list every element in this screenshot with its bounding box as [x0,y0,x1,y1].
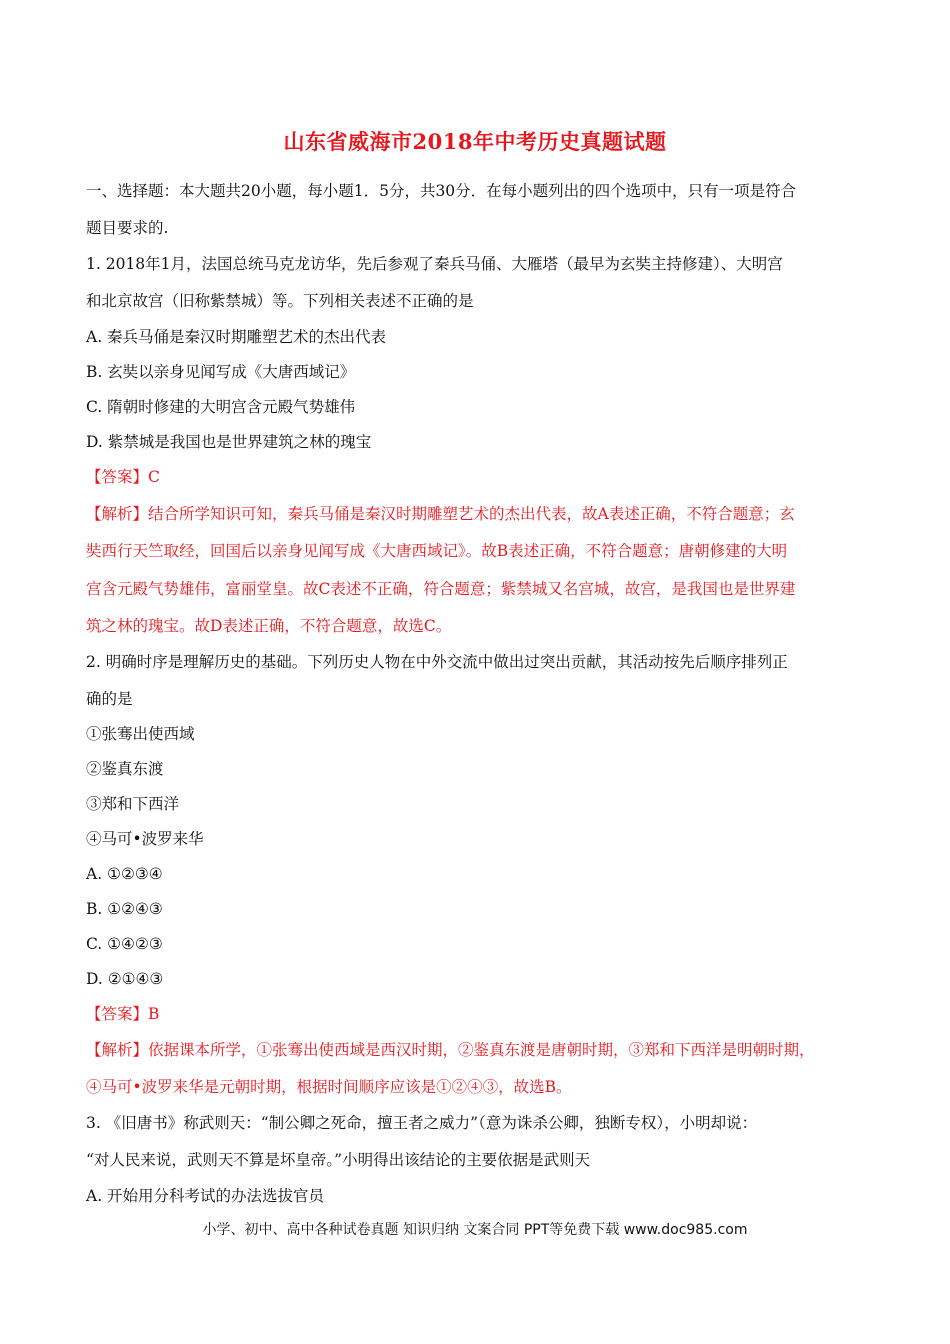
q2-analysis-line-2: ④马可•波罗来华是元朝时期，根据时间顺序应该是①②④③，故选B。 [86,1078,572,1096]
q3-stem-line-1: 3. 《旧唐书》称武则天：“制公卿之死命，擅王者之威力”（意为诛杀公卿，独断专权），小明却说： [86,1114,758,1132]
q1-stem-line-1: 1. 2018年1月，法国总统马克龙访华，先后参观了秦兵马俑、大雁塔（最早为玄奘主持修建）、大明宫 [86,255,783,273]
q2-item-1: ①张骞出使西域 [86,725,195,743]
q2-item-3: ③郑和下西洋 [86,795,180,813]
q2-item-2: ②鉴真东渡 [86,760,164,778]
q2-stem-line-2: 确的是 [86,690,133,708]
instructions-line-1: 一、选择题：本大题共20小题，每小题1．5分，共30分．在每小题列出的四个选项中，只有一项是符合 [86,182,797,200]
q1-option-d: D. 紫禁城是我国也是世界建筑之林的瑰宝 [86,433,372,451]
instructions-line-2: 题目要求的. [86,219,169,237]
q1-answer: 【答案】C [86,468,160,486]
q2-option-b: B. ①②④③ [86,900,163,918]
q1-option-b: B. 玄奘以亲身见闻写成《大唐西域记》 [86,363,356,381]
q1-analysis-line-4: 筑之林的瑰宝。故D表述正确，不符合题意，故选C。 [86,617,452,635]
q2-analysis-line-1: 【解析】依据课本所学，①张骞出使西域是西汉时期，②鉴真东渡是唐朝时期，③郑和下西洋是明朝时期， [86,1041,815,1059]
q1-stem-line-2: 和北京故宫（旧称紫禁城）等。下列相关表述不正确的是 [86,292,474,310]
q1-analysis-line-3: 宫含元殿气势雄伟，富丽堂皇。故C表述不正确，符合题意；紫禁城又名宫城，故宫，是我国也是世界建 [86,580,796,598]
q2-option-a: A. ①②③④ [86,865,163,883]
q2-item-4: ④马可•波罗来华 [86,830,204,848]
q2-stem-line-1: 2. 明确时序是理解历史的基础。下列历史人物在中外交流中做出过突出贡献，其活动按先后顺序排列正 [86,653,788,671]
q2-option-c: C. ①④②③ [86,935,163,953]
q2-answer: 【答案】B [86,1005,160,1023]
page-title: 山东省威海市2018年中考历史真题试题 [283,129,667,154]
q2-option-d: D. ②①④③ [86,970,164,988]
q1-option-a: A. 秦兵马俑是秦汉时期雕塑艺术的杰出代表 [86,328,387,346]
page-footer: 小学、初中、高中各种试卷真题 知识归纳 文案合同 PPT等免费下载 www.doc985.com [202,1222,748,1238]
q3-option-a: A. 开始用分科考试的办法选拔官员 [86,1187,325,1205]
q1-analysis-line-1: 【解析】结合所学知识可知，秦兵马俑是秦汉时期雕塑艺术的杰出代表，故A表述正确，不符合题意；玄 [86,505,795,523]
q3-stem-line-2: “对人民来说，武则天不算是坏皇帝。”小明得出该结论的主要依据是武则天 [86,1151,591,1169]
q1-analysis-line-2: 奘西行天竺取经，回国后以亲身见闻写成《大唐西域记》。故B表述正确，不符合题意；唐朝修建的大明 [86,542,788,560]
q1-option-c: C. 隋朝时修建的大明宫含元殿气势雄伟 [86,398,356,416]
